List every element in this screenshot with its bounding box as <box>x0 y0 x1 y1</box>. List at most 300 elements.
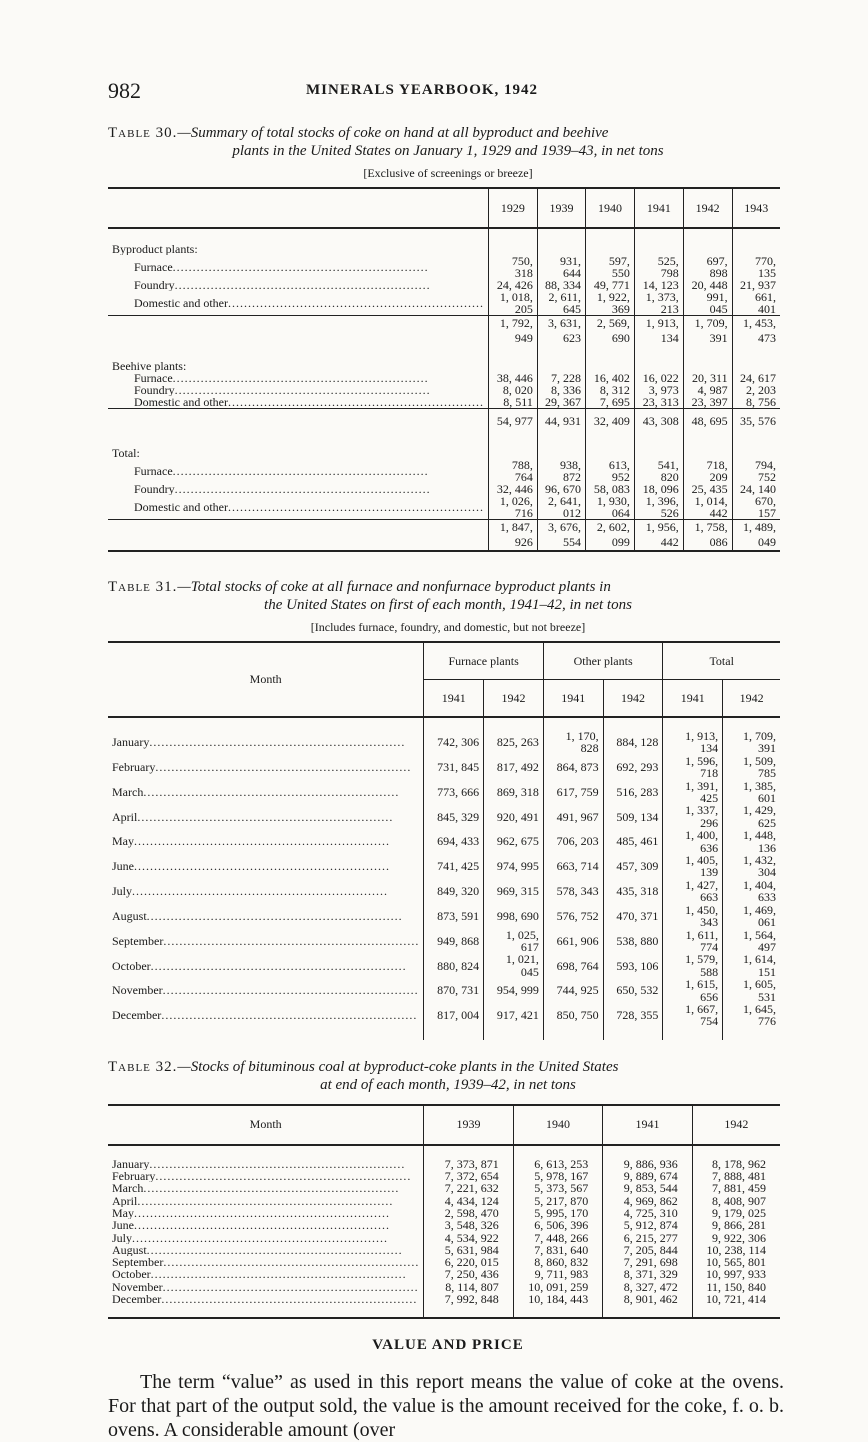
table32-title-line2: at end of each month, 1939–42, in net tons <box>320 1076 576 1093</box>
table30-subtotal-cell: 2, 602, 099 <box>586 520 635 552</box>
table32-cell: 5, 217, 870 <box>513 1195 602 1207</box>
table32-month-stub <box>108 1232 424 1244</box>
table31-cell: 1, 615, 656 <box>663 978 723 1003</box>
table30-cell: 597, 550 <box>586 255 635 279</box>
table30-spacer-cell <box>108 228 488 243</box>
table30-row-label: Foundry ..... <box>134 384 431 396</box>
table30-cell: 8, 511 <box>488 396 537 409</box>
table31-cell: 954, 999 <box>484 978 544 1003</box>
table31-cell: 1, 025, 617 <box>484 929 544 954</box>
table30-spacer-cell <box>634 228 683 243</box>
table31-year-header: 1941 <box>424 680 484 718</box>
table30-row-stub <box>108 495 488 520</box>
table31-cell: 576, 752 <box>543 904 603 929</box>
table32-row <box>108 1182 780 1194</box>
table30-cell: 23, 313 <box>634 396 683 409</box>
table32-row <box>108 1293 780 1305</box>
table31-cell: 617, 759 <box>543 780 603 805</box>
table31-cell: 1, 337, 296 <box>663 804 723 829</box>
table31-cell: 880, 824 <box>424 953 484 978</box>
table31-cell: 920, 491 <box>484 804 544 829</box>
table30-cell: 1, 014, 442 <box>683 495 732 520</box>
table32-cell: 4, 534, 922 <box>424 1232 513 1244</box>
table31-month-header: Month <box>108 642 424 717</box>
table31-cell: 1, 429, 625 <box>723 804 780 829</box>
table30-cell: 613, 952 <box>586 459 635 483</box>
table30-cell: 1, 922, 369 <box>586 291 635 316</box>
table31-cell: 1, 913, 134 <box>663 730 723 755</box>
table30-cell: 49, 771 <box>586 279 635 291</box>
table30-cell: 24, 617 <box>732 372 780 384</box>
table31-cell: 962, 675 <box>484 829 544 854</box>
table31-month-label: December ..... <box>112 1008 417 1022</box>
table30-label: Table 30. <box>108 125 178 141</box>
table31-row <box>108 904 780 929</box>
table30-row-label: Furnace ..... <box>134 260 429 274</box>
table30-cell: 938, 872 <box>537 459 585 483</box>
table32-month-label: December ..... <box>112 1293 417 1305</box>
table31-year-header: 1942 <box>723 680 780 718</box>
table30-subtotal-cell: 1, 758, 086 <box>683 520 732 552</box>
table31-note: [Includes furnace, foundry, and domestic, but not breeze] <box>310 620 586 634</box>
table31-cell: 1, 385, 601 <box>723 780 780 805</box>
table32-month-stub <box>108 1207 424 1219</box>
table31-caption <box>108 578 788 614</box>
table32-cell: 6, 613, 253 <box>513 1158 602 1170</box>
table32-month-stub <box>108 1219 424 1231</box>
table30-cell: 1, 396, 526 <box>634 495 683 520</box>
table30-subtotal-cell: 43, 308 <box>634 409 683 434</box>
table30-cell: 4, 987 <box>683 384 732 396</box>
table30-cell: 38, 446 <box>488 372 537 384</box>
table31-cell: 884, 128 <box>603 730 663 755</box>
table31-cell: 949, 868 <box>424 929 484 954</box>
table30-cell: 7, 228 <box>537 372 585 384</box>
page-number: 982 <box>108 78 141 103</box>
table32-cell: 5, 912, 874 <box>603 1219 692 1231</box>
table30-spacer-cell <box>732 433 780 447</box>
table30-cell: 1, 018, 205 <box>488 291 537 316</box>
table31-month-label: February ..... <box>112 760 411 774</box>
table32-spacer-row <box>108 1145 780 1158</box>
table31-cell: 1, 400, 636 <box>663 829 723 854</box>
table32-row <box>108 1207 780 1219</box>
table32-month-label: November ..... <box>112 1281 419 1293</box>
table32-month-stub <box>108 1182 424 1194</box>
table30-cell: 8, 336 <box>537 384 585 396</box>
table32-month-stub <box>108 1268 424 1280</box>
table32-cell: 10, 997, 933 <box>692 1268 780 1280</box>
table32-month-header: Month <box>249 1117 282 1132</box>
table31-cell: 1, 469, 061 <box>723 904 780 929</box>
table31 <box>108 641 780 1040</box>
table31-row <box>108 755 780 780</box>
table30-cell: 29, 367 <box>537 396 585 409</box>
table31-cell: 850, 750 <box>543 1003 603 1028</box>
table32-cell: 8, 114, 807 <box>424 1281 513 1293</box>
table31-month-stub <box>108 1003 424 1028</box>
table32-month-label: February ..... <box>112 1170 411 1182</box>
table32-cell: 7, 881, 459 <box>692 1182 780 1194</box>
table30-subtotal-cell: 1, 792, 949 <box>488 316 537 347</box>
table32-spacer-cell <box>692 1305 780 1317</box>
table32-cell: 11, 150, 840 <box>692 1281 780 1293</box>
table31-cell: 706, 203 <box>543 829 603 854</box>
table32-month-label: June ..... <box>112 1219 390 1231</box>
table30-row-label: Domestic and other ..... <box>134 296 484 310</box>
section-title: VALUE AND PRICE <box>372 1337 524 1354</box>
table31-cell: 974, 995 <box>484 854 544 879</box>
table31-cell: 845, 329 <box>424 804 484 829</box>
table31-cell: 593, 106 <box>603 953 663 978</box>
table30-cell: 23, 397 <box>683 396 732 409</box>
table30-subtotal-row <box>108 316 780 347</box>
table32-cell: 3, 548, 326 <box>424 1219 513 1231</box>
table30-col-header: 1943 <box>732 188 780 228</box>
table30-spacer-row <box>108 228 780 243</box>
table32-spacer-row <box>108 1305 780 1317</box>
table30-spacer-cell <box>683 433 732 447</box>
table31-month-stub <box>108 755 424 780</box>
table30-cell: 20, 311 <box>683 372 732 384</box>
table31-label: Table 31. <box>108 579 178 595</box>
table32-cell: 7, 888, 481 <box>692 1170 780 1182</box>
table31-cell: 1, 450, 343 <box>663 904 723 929</box>
table31-cell: 661, 906 <box>543 929 603 954</box>
table31-spacer-cell <box>603 717 663 730</box>
table32-cell: 8, 327, 472 <box>603 1281 692 1293</box>
table30-cell: 750, 318 <box>488 255 537 279</box>
table32-month-stub <box>108 1170 424 1182</box>
table31-cell: 509, 134 <box>603 804 663 829</box>
table30-spacer-cell <box>537 228 585 243</box>
table30-subtotal-cell: 2, 569, 690 <box>586 316 635 347</box>
table30-row-label: Domestic and other ..... <box>134 500 484 514</box>
table30-subtotal-row <box>108 520 780 552</box>
table30-cell: 21, 937 <box>732 279 780 291</box>
table30-cell: 58, 083 <box>586 483 635 495</box>
table31-cell: 470, 371 <box>603 904 663 929</box>
table31-cell: 742, 306 <box>424 730 484 755</box>
table32-cell: 7, 831, 640 <box>513 1244 602 1256</box>
table30-spacer-cell <box>586 228 635 243</box>
table31-cell: 998, 690 <box>484 904 544 929</box>
table30-cell: 718, 209 <box>683 459 732 483</box>
table32-cell: 5, 978, 167 <box>513 1170 602 1182</box>
table32-cell: 4, 969, 862 <box>603 1195 692 1207</box>
table31-cell: 435, 318 <box>603 879 663 904</box>
table32-cell: 7, 291, 698 <box>603 1256 692 1268</box>
table32-cell: 10, 565, 801 <box>692 1256 780 1268</box>
table30-row <box>108 279 780 291</box>
table30-row-label: Furnace ..... <box>134 464 429 478</box>
table32-cell: 8, 178, 962 <box>692 1158 780 1170</box>
table32-month-stub <box>108 1158 424 1170</box>
table30-subtotal-stub <box>108 409 488 434</box>
table30-cell: 7, 695 <box>586 396 635 409</box>
table32-month-stub <box>108 1195 424 1207</box>
table31-spacer-cell <box>108 717 424 730</box>
table30-cell: 2, 203 <box>732 384 780 396</box>
table30-cell: 8, 312 <box>586 384 635 396</box>
table30-cell: 788, 764 <box>488 459 537 483</box>
table32-cell: 10, 238, 114 <box>692 1244 780 1256</box>
table32-month-stub <box>108 1244 424 1256</box>
table30-row <box>108 459 780 483</box>
table31-cell: 1, 427, 663 <box>663 879 723 904</box>
table31-cell: 663, 714 <box>543 854 603 879</box>
table30-cell: 18, 096 <box>634 483 683 495</box>
table31-year-header: 1942 <box>484 680 544 718</box>
table31-row <box>108 854 780 879</box>
table31-row <box>108 953 780 978</box>
table32-month-stub <box>108 1256 424 1268</box>
table30-row-label: Domestic and other ..... <box>134 396 484 409</box>
table31-spacer-row <box>108 1028 780 1040</box>
table30-bottom-rule <box>108 551 780 560</box>
table30-cell: 1, 373, 213 <box>634 291 683 316</box>
table32-row <box>108 1219 780 1231</box>
table32-cell: 9, 889, 674 <box>603 1170 692 1182</box>
table30-subtotal-cell: 35, 576 <box>732 409 780 434</box>
table30-col-header: 1940 <box>586 188 635 228</box>
table31-year-header: 1942 <box>603 680 663 718</box>
table31-cell: 1, 021, 045 <box>484 953 544 978</box>
table30-spacer-cell <box>683 228 732 243</box>
table31-spacer-cell <box>543 1028 603 1040</box>
table30-cell: 670, 157 <box>732 495 780 520</box>
table32-cell: 7, 448, 266 <box>513 1232 602 1244</box>
table31-cell: 1, 611, 774 <box>663 929 723 954</box>
table30-subtotal-stub <box>108 316 488 347</box>
table30-row <box>108 495 780 520</box>
table30-spacer-cell <box>537 433 585 447</box>
table31-spacer-cell <box>108 1028 424 1040</box>
table31-cell: 1, 170, 828 <box>543 730 603 755</box>
table31-cell: 650, 532 <box>603 978 663 1003</box>
table32-spacer-cell <box>692 1145 780 1158</box>
table30-spacer-row <box>108 433 780 447</box>
table30 <box>108 187 780 560</box>
table32-row <box>108 1244 780 1256</box>
table32-cell: 7, 250, 436 <box>424 1268 513 1280</box>
table31-cell: 491, 967 <box>543 804 603 829</box>
table32-row <box>108 1256 780 1268</box>
table31-row <box>108 879 780 904</box>
table32-month-stub <box>108 1293 424 1305</box>
table31-month-stub <box>108 953 424 978</box>
table30-cell: 541, 820 <box>634 459 683 483</box>
table30-cell: 931, 644 <box>537 255 585 279</box>
table31-spacer-cell <box>424 717 484 730</box>
table31-spacer-cell <box>484 1028 544 1040</box>
table31-cell: 1, 564, 497 <box>723 929 780 954</box>
table32-row <box>108 1281 780 1293</box>
table30-subtotal-cell: 1, 847, 926 <box>488 520 537 552</box>
table30-row-stub <box>108 291 488 316</box>
table30-subtotal-cell: 44, 931 <box>537 409 585 434</box>
table30-spacer-cell <box>537 346 585 360</box>
table32-cell: 8, 408, 907 <box>692 1195 780 1207</box>
table31-spacer-cell <box>603 1028 663 1040</box>
table30-spacer-cell <box>488 346 537 360</box>
table31-cell: 864, 873 <box>543 755 603 780</box>
table30-cell: 794, 752 <box>732 459 780 483</box>
table30-subtotal-cell: 1, 913, 134 <box>634 316 683 347</box>
table30-cell: 525, 798 <box>634 255 683 279</box>
table32-cell: 6, 215, 277 <box>603 1232 692 1244</box>
table31-spacer-cell <box>484 717 544 730</box>
table30-cell: 24, 140 <box>732 483 780 495</box>
table31-month-label: March ..... <box>112 785 399 799</box>
table30-cell: 770, 135 <box>732 255 780 279</box>
table31-month-stub <box>108 829 424 854</box>
table32-row <box>108 1170 780 1182</box>
table30-row-label: Foundry ..... <box>134 483 431 495</box>
table30-note: [Exclusive of screenings or breeze] <box>363 166 533 180</box>
table32-spacer-cell <box>603 1145 692 1158</box>
table31-cell: 825, 263 <box>484 730 544 755</box>
table30-subtotal-cell: 54, 977 <box>488 409 537 434</box>
table30-group-row <box>108 360 780 372</box>
table31-cell: 731, 845 <box>424 755 484 780</box>
table32-cell: 9, 711, 983 <box>513 1268 602 1280</box>
table30-row <box>108 483 780 495</box>
table32-row <box>108 1232 780 1244</box>
table30-cell: 697, 898 <box>683 255 732 279</box>
table31-title-line2: the United States on first of each month, 1941–42, in net tons <box>264 597 632 613</box>
table31-row <box>108 730 780 755</box>
table32-month-label: April ..... <box>112 1195 393 1207</box>
table30-row <box>108 291 780 316</box>
table31-cell: 1, 405, 139 <box>663 854 723 879</box>
table31-month-label: June ..... <box>112 859 390 873</box>
table32-col-header: 1942 <box>692 1105 780 1145</box>
table30-spacer-cell <box>634 433 683 447</box>
table32-cell: 9, 179, 025 <box>692 1207 780 1219</box>
table31-spacer-cell <box>723 1028 780 1040</box>
running-head: MINERALS YEARBOOK, 1942 <box>306 82 539 98</box>
table30-cell: 2, 641, 012 <box>537 495 585 520</box>
table30-subtotal-cell: 3, 676, 554 <box>537 520 585 552</box>
table30-row-stub <box>108 255 488 279</box>
table31-month-stub <box>108 929 424 954</box>
table31-cell: 728, 355 <box>603 1003 663 1028</box>
table32-cell: 7, 205, 844 <box>603 1244 692 1256</box>
table30-stub-header <box>108 188 488 228</box>
table30-subtotal-cell: 3, 631, 623 <box>537 316 585 347</box>
table31-cell: 1, 391, 425 <box>663 780 723 805</box>
table32-spacer-cell <box>513 1305 602 1317</box>
table31-row <box>108 978 780 1003</box>
table30-cell: 16, 402 <box>586 372 635 384</box>
table30-cell: 1, 930, 064 <box>586 495 635 520</box>
table31-spacer-row <box>108 717 780 730</box>
table30-group-row <box>108 243 780 255</box>
table32-cell: 6, 506, 396 <box>513 1219 602 1231</box>
table31-row <box>108 780 780 805</box>
table30-cell: 8, 020 <box>488 384 537 396</box>
table30-col-header: 1929 <box>488 188 537 228</box>
table32-spacer-cell <box>513 1145 602 1158</box>
table32-spacer-cell <box>603 1305 692 1317</box>
table30-spacer-cell <box>586 346 635 360</box>
table30-cell: 14, 123 <box>634 279 683 291</box>
page-header <box>108 78 788 110</box>
table30-header-row <box>108 188 780 228</box>
table30-spacer-cell <box>732 228 780 243</box>
table32-cell: 4, 434, 124 <box>424 1195 513 1207</box>
table30-row <box>108 372 780 384</box>
table32-col-header: 1939 <box>424 1105 513 1145</box>
table32-col-header: 1940 <box>513 1105 602 1145</box>
table31-month-label: April ..... <box>112 810 393 824</box>
table32-month-label: October ..... <box>112 1268 407 1280</box>
table31-month-stub <box>108 730 424 755</box>
table30-row-stub <box>108 396 488 409</box>
table30-col-header: 1941 <box>634 188 683 228</box>
table31-month-label: November ..... <box>112 983 419 997</box>
table31-cell: 869, 318 <box>484 780 544 805</box>
table31-cell: 741, 425 <box>424 854 484 879</box>
table31-year-header: 1941 <box>663 680 723 718</box>
table31-cell: 744, 925 <box>543 978 603 1003</box>
table32-cell: 6, 220, 015 <box>424 1256 513 1268</box>
table31-cell: 692, 293 <box>603 755 663 780</box>
table31-cell: 969, 315 <box>484 879 544 904</box>
table30-col-header: 1942 <box>683 188 732 228</box>
table32-month-label: September ..... <box>112 1256 419 1268</box>
table32-cell: 5, 995, 170 <box>513 1207 602 1219</box>
table30-spacer-cell <box>488 433 537 447</box>
table30-row <box>108 396 780 409</box>
table31-month-label: July ..... <box>112 884 388 898</box>
table31-month-label: May ..... <box>112 834 390 848</box>
table31-cell: 817, 492 <box>484 755 544 780</box>
table30-caption <box>108 124 788 160</box>
body-paragraph: The term “value” as used in this report means the value of coke at the ovens. For that part of the output sold, the value is the amount received for the coke, f. o. b. ovens. A considerable amount (over <box>108 1371 784 1442</box>
table30-cell: 16, 022 <box>634 372 683 384</box>
table31-spacer-cell <box>424 1028 484 1040</box>
table31-cell: 1, 605, 531 <box>723 978 780 1003</box>
table32-spacer-cell <box>108 1145 424 1158</box>
table32-month-label: May ..... <box>112 1207 390 1219</box>
table31-row <box>108 1003 780 1028</box>
table30-subtotal-stub <box>108 520 488 552</box>
table31-cell: 578, 343 <box>543 879 603 904</box>
table31-title-line1: —Total stocks of coke at all furnace and nonfurnace byproduct plants in <box>177 579 611 595</box>
table31-month-stub <box>108 978 424 1003</box>
table30-cell: 25, 435 <box>683 483 732 495</box>
table31-year-header: 1941 <box>543 680 603 718</box>
table30-subtotal-cell: 1, 956, 442 <box>634 520 683 552</box>
table32-cell: 5, 631, 984 <box>424 1244 513 1256</box>
table31-month-label: October ..... <box>112 959 407 973</box>
table31-cell: 1, 432, 304 <box>723 854 780 879</box>
table31-cell: 538, 880 <box>603 929 663 954</box>
table32-label: Table 32. <box>108 1058 178 1075</box>
table32-row <box>108 1158 780 1170</box>
table31-month-stub <box>108 879 424 904</box>
table30-subtotal-cell: 1, 453, 473 <box>732 316 780 347</box>
table30-subtotal-cell: 48, 695 <box>683 409 732 434</box>
table30-row-label: Furnace ..... <box>134 372 429 384</box>
table32-row <box>108 1268 780 1280</box>
table30-row-stub <box>108 372 488 384</box>
table30-bottom-rule-cell <box>108 551 780 560</box>
table32-cell: 7, 221, 632 <box>424 1182 513 1194</box>
table31-cell: 1, 448, 136 <box>723 829 780 854</box>
